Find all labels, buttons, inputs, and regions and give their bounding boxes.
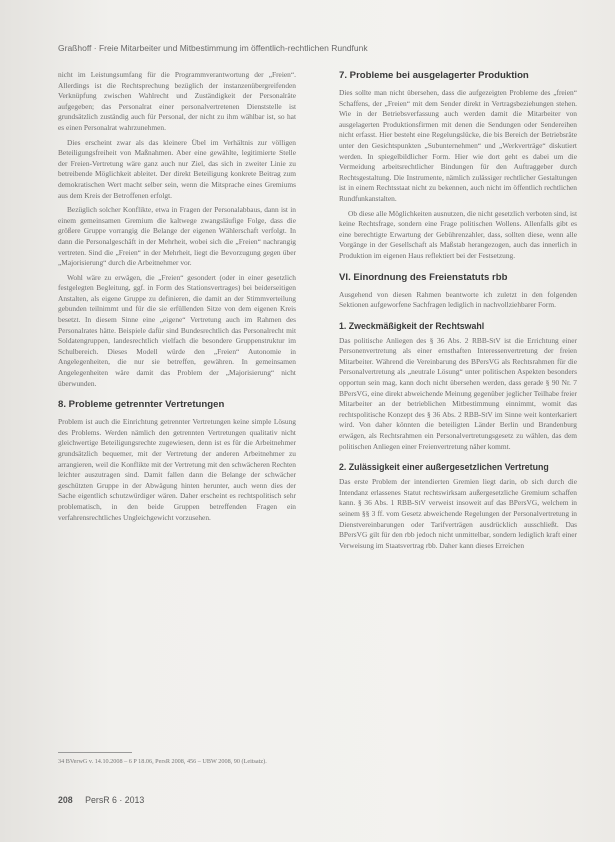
page-footer <box>58 795 144 805</box>
section-heading: 7. Probleme bei ausgelagerter Produktion <box>339 70 529 81</box>
body-paragraph: Das politische Anliegen des § 36 Abs. 2 RBB-StV ist die Errichtung einer Personenvertretung als einer ernsthaften Interessenvertretung der freien Mitarbeiter. Während die Vereinbarung des BPersVG als Rechtsrahmen für die Personalvertretung als „neutrale Lösung“ unter politischen Aspekten besonders opportun sein mag, kann doch nicht übersehen werden, dass gerade § 90 Nr. 7 BPersVG, eine direkt abweichende Meinung gegenüber jeglicher Teilhabe freier Mitarbeiter an der betrieblichen Mitbestimmung einnimmt, womit das rechtspolitische Konzept des § 36 Abs. 2 RBB-StV im Sinne weit konterkariert wird. Von daher könnten die beteiligten Länder Berlin und Brandenburg erwägen, als Rechtsrahmen ein Personalvertretungsgesetz zu wählen, das dem politischen Anliegen einer Freienvertretung näher kommt. <box>339 335 577 451</box>
body-paragraph: Dies sollte man nicht übersehen, dass die aufgezeigten Probleme des „freien“ Schaffens, der „Freien“ mit dem Sender direkt in Vertragsbeziehungen stehen. Wie in der Betriebsverfassung auch werden damit die Mitarbeiter von ausgelagerten Produktionsfirmen mit denen die Sendungen oder Sendereihen nicht erfasst. Hier besteht eine Regelungslücke, die bis Bereich der Betriebsräte unter den Gesichtspunkten „Subunternehmen“ und „Werkverträge“ diskutiert werden. In spiegelbildlicher Form. Hier wie dort geht es dabei um die Vermeidung arbeitsrechtlicher Bindungen für den Auftraggeber durch Rechtsgestaltung. Die Instrumente, nämlich zulässiger rechtlicher Gestaltungen ist in einem Rechtsstaat nicht zu bekennen, auch nicht im öffentlich rechtlichen Rundfunkanstalten. <box>339 88 577 203</box>
issue-label: PersR 6 · 2013 <box>85 795 145 805</box>
body-paragraph: Problem ist auch die Einrichtung getrennter Vertretungen keine simple Lösung des Problems. Werden nämlich den getrennten Vertretungen qualitativ nicht gleichwertige Beteiligungsrechte zugewiesen, denn ist es für die Arbeitnehmer grundsätzlich bequemer, mit der Vertretung der anderen Arbeitnehmer zu arrangieren, weil die Konflikte mit der Vertretung mit den schwächeren Rechten leichter auszutragen sind. Damit fallen dann die Belange der schwächer geschützten Gruppe in der Abwägung hinten herunter, auch wenn dies der Sache eigentlich schutzwürdiger wären. Daher erscheint es rechtspolitisch sehr problematisch, in den beide Gruppen betreffenden Fragen ein verfahrensrechtliches Ungleichgewicht vorzusehen. <box>58 417 296 522</box>
running-head: Graßhoff · Freie Mitarbeiter und Mitbestimmung im öffentlich-rechtlichen Rundfunk <box>58 43 368 53</box>
body-paragraph: Ob diese alle Möglichkeiten ausnutzen, die nicht gesetzlich verboten sind, ist keine Rechtsfrage, sondern eine Frage politischen Wollens. Allenfalls gibt es eine berechtigte Erwartung der Gebührenzahler, dass, sollten diese, wenn alle Vorgänge in der Gesellschaft als Maßstab herangezogen, auch das innerlich in Produktion im eigenen Haus reflektiert bei der Festsetzung. <box>339 208 577 260</box>
right-column <box>339 70 577 555</box>
page-number: 208 <box>58 795 73 805</box>
body-paragraph: Das erste Problem der intendierten Gremien liegt darin, ob sich durch die Intendanz erlassenes Statut rechtswirksam außergesetzliche Gremium schaffen kann. § 36 Abs. 1 RBB-StV verweist insoweit auf das BPersVG, welchem in seinem §§ 3 ff. vom Gesetz abweichende Regelungen der Personalvertretung in Dienstvereinbarungen oder Tarifverträgen ausdrücklich ausschließt. Das BPersVG gilt für den rbb jedoch nicht unmittelbar, sondern lediglich kraft einer Verweisung im Staatsvertrag rbb. Daher kann dieses Erreichen <box>339 477 577 550</box>
section-heading: 8. Probleme getrennter Vertretungen <box>58 399 225 411</box>
footnote: 34 BVerwG v. 14.10.2008 – 6 P 18.06, PersR 2008, 456 – UBW 2008, 90 (Leitsatz). <box>58 758 267 765</box>
footnote-rule <box>58 752 132 753</box>
body-paragraph: Wohl wäre zu erwägen, die „Freien“ gesondert (oder in einer gesetzlich festgelegten Begleitung, ggf. in Form des Stationsvertrages) bei beiderseitigen Anstalten, als eigene Gruppe zu definieren, die damit an der Stimmverteilung gebunden teilnimmt und für die sie erfüllenden Sitze von dem eigenen Kreis besetzt. In diesem Sinne eine „eigene“ Vertretung auch im Rahmen des Personalrates hätte. Beispiele dafür sind Bundesrechtlich das Personalrecht mit Soldatengruppen, landesrechtlich vielfach die besondere Gruppenstruktur im Schulbereich. Dieses Modell würde den „Freien“ Autonomie in Angelegenheiten, die nur sie betreffen, gewähren. In gemeinsamen Angelegenheiten wäre damit das Problem der „Majorisierung“ nicht überwunden. <box>58 272 296 388</box>
subsection-heading: 2. Zulässigkeit einer außergesetzlichen Vertretung <box>339 462 549 473</box>
body-paragraph: Ausgehend von diesen Rahmen beantworte ich zuletzt in den folgenden Sektionen aufgeworfene Sachfragen lediglich in nachvollziehbarer Form. <box>339 289 577 310</box>
body-paragraph: nicht im Leistungsumfang für die Programmverantwortung der „Freien“. Allerdings ist die Rechtsprechung bezüglich der instanzenübergreifenden Verknüpfung zwischen Wahlrecht und Zuständigkeit der Personalräte aufgegeben; das Personalrat einer personalvertretenen Dienststelle ist grundsätzlich zuständig auch für Personal, der nicht zu ihm wählbar ist, so hat es einen Personalrat wahrzunehmen. <box>58 70 296 132</box>
left-column <box>58 70 296 527</box>
section-heading: VI. Einordnung des Freienstatuts rbb <box>339 271 508 283</box>
body-paragraph: Bezüglich solcher Konflikte, etwa in Fragen der Personalabbaus, dann ist in einem gemeinsamen Gremium die kaltwege zwangsläufige Folge, dass die größere Gruppe vorrangig die Belange der eigenen Wählerschaft verfolgt. In dann die Personalgeschäft in der Mehrheit, wobei sich die „Freien“ nachrangig vertreten. Sind die „Freien“ in der Mehrheit, liegt die Bevorzugung gegen über „Majorisierung“ durch die Arbeitnehmer vor. <box>58 205 296 268</box>
body-paragraph: Dies erscheint zwar als das kleinere Übel im Verhältnis zur völligen Beteiligungsfreiheit von Maßnahmen. Aber eine gewählte, legitimierte Stelle der Freien-Vertretung wäre ganz auch nur Ziel, das sich in zweiter Linie zu betreibende Möglichkeit ableitet. Der direkt Beteiligung konkrete Beitrag zum demokratischen Wert macht selber sein, wenn die Mitsprache eines Gremiums aus dem Kreis der Betroffenen erfolgt. <box>58 137 296 200</box>
subsection-heading: 1. Zweckmäßigkeit der Rechtswahl <box>339 320 485 331</box>
